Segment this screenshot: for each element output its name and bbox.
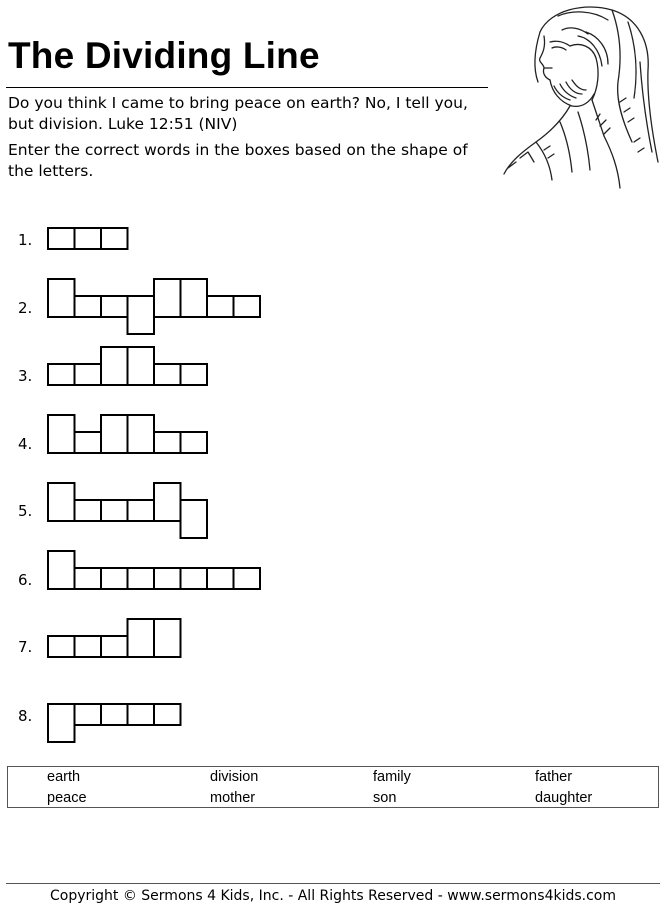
word-bank — [7, 766, 659, 808]
letter-box[interactable] — [75, 636, 102, 657]
word-bank-word: family — [373, 769, 411, 785]
word-bank-word: division — [210, 769, 259, 785]
puzzle-boxes-6 — [48, 551, 260, 589]
letter-box[interactable] — [154, 279, 181, 317]
puzzle-boxes-5 — [48, 483, 207, 538]
letter-box[interactable] — [48, 415, 75, 453]
letter-box[interactable] — [48, 704, 75, 742]
letter-box[interactable] — [75, 704, 102, 725]
puzzle-number: 7. — [18, 638, 33, 656]
letter-box[interactable] — [48, 364, 75, 385]
letter-box[interactable] — [48, 483, 75, 521]
puzzle-boxes-7 — [48, 619, 181, 657]
puzzle-number: 5. — [18, 502, 33, 520]
letter-box[interactable] — [48, 228, 75, 249]
letter-box[interactable] — [154, 364, 181, 385]
letter-box[interactable] — [128, 568, 155, 589]
letter-box[interactable] — [75, 500, 102, 521]
copyright-footer: Copyright © Sermons 4 Kids, Inc. - All Rights Reserved - www.sermons4kids.com — [49, 888, 616, 904]
letter-box[interactable] — [48, 279, 75, 317]
word-bank-word: earth — [47, 769, 81, 785]
letter-box[interactable] — [48, 551, 75, 589]
letter-box[interactable] — [154, 483, 181, 521]
letter-box[interactable] — [207, 568, 234, 589]
letter-box[interactable] — [75, 228, 102, 249]
letter-box[interactable] — [128, 500, 155, 521]
puzzle-number: 4. — [18, 435, 33, 453]
page-title: The Dividing Line — [8, 35, 320, 76]
letter-box[interactable] — [154, 432, 181, 453]
puzzle-number: 8. — [18, 707, 33, 725]
word-bank-word: father — [535, 769, 573, 785]
letter-box[interactable] — [101, 568, 128, 589]
letter-box[interactable] — [101, 636, 128, 657]
word-bank-word: son — [373, 790, 397, 806]
letter-box[interactable] — [101, 415, 128, 453]
letter-box[interactable] — [154, 704, 181, 725]
letter-box[interactable] — [101, 347, 128, 385]
word-bank-word: peace — [47, 790, 87, 806]
letter-box[interactable] — [128, 415, 155, 453]
puzzle-boxes-3 — [48, 347, 207, 385]
puzzle-number: 1. — [18, 231, 33, 249]
puzzle-boxes-8 — [48, 704, 181, 742]
letter-box[interactable] — [101, 228, 128, 249]
letter-box[interactable] — [101, 500, 128, 521]
word-bank-word: daughter — [535, 790, 593, 806]
puzzle-boxes-4 — [48, 415, 207, 453]
letter-box[interactable] — [75, 432, 102, 453]
letter-box[interactable] — [234, 296, 261, 317]
letter-box[interactable] — [234, 568, 261, 589]
letter-box[interactable] — [181, 432, 208, 453]
letter-box[interactable] — [181, 500, 208, 538]
letter-box[interactable] — [128, 704, 155, 725]
letter-box[interactable] — [181, 568, 208, 589]
letter-box[interactable] — [75, 568, 102, 589]
letter-box[interactable] — [48, 636, 75, 657]
letter-box[interactable] — [75, 296, 102, 317]
letter-box[interactable] — [181, 279, 208, 317]
letter-box[interactable] — [154, 568, 181, 589]
footer-divider — [6, 883, 660, 884]
word-bank-word: mother — [210, 790, 256, 806]
letter-box[interactable] — [181, 364, 208, 385]
puzzle-boxes-1 — [48, 228, 128, 249]
letter-box[interactable] — [207, 296, 234, 317]
letter-box[interactable] — [101, 704, 128, 725]
scripture-verse: Do you think I came to bring peace on earth? No, I tell you, but division. Luke 12:51 (NIV) — [8, 94, 468, 133]
puzzle-number: 6. — [18, 571, 33, 589]
letter-box[interactable] — [75, 364, 102, 385]
puzzle-boxes-2 — [48, 279, 260, 334]
puzzle-number: 2. — [18, 299, 33, 317]
letter-box[interactable] — [128, 296, 155, 334]
letter-box[interactable] — [128, 619, 155, 657]
letter-box[interactable] — [101, 296, 128, 317]
puzzle-number: 3. — [18, 367, 33, 385]
instructions: Enter the correct words in the boxes based on the shape of the letters. — [8, 141, 468, 180]
letter-box[interactable] — [154, 619, 181, 657]
letter-box[interactable] — [128, 347, 155, 385]
